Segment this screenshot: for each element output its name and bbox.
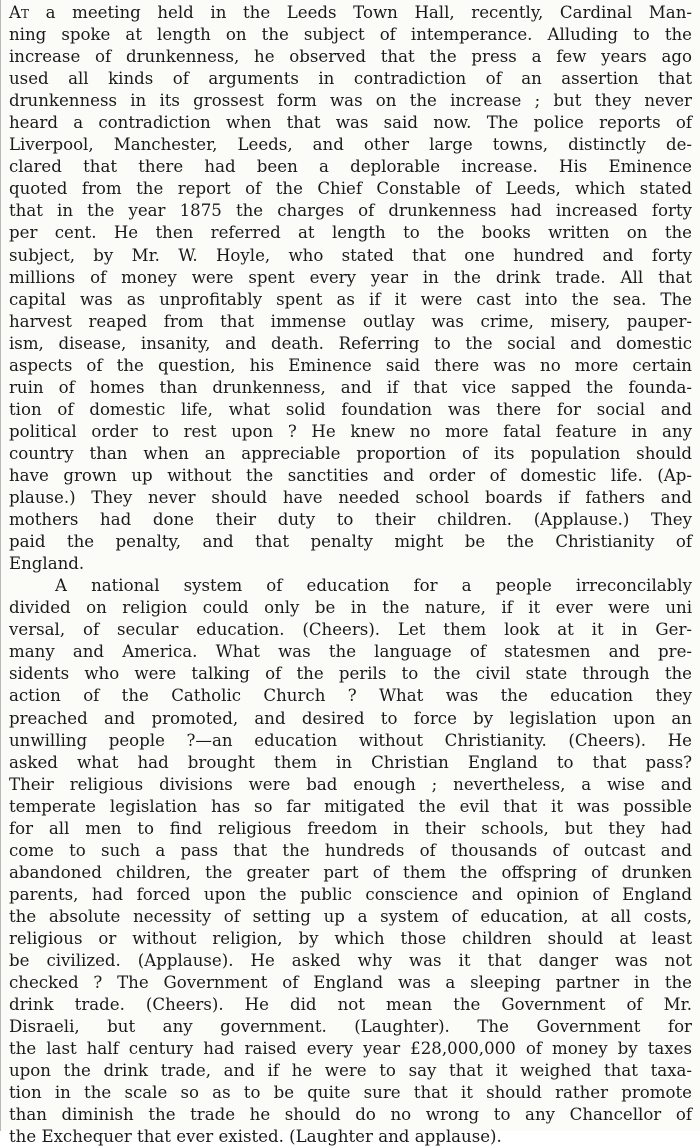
text-line: clared that there had been a deplorable increase. His Eminence	[9, 157, 692, 177]
text-line: tion of domestic life, what solid foundation was there for social and	[9, 399, 692, 419]
text-line: increase of drunkenness, he observed that the press a few years ago	[9, 47, 692, 67]
text-line: come to such a pass that the hundreds of thousands of outcast and	[9, 840, 692, 860]
text-line: used all kinds of arguments in contradiction of an assertion that	[9, 69, 692, 89]
text-line: parents, had forced upon the public conscience and opinion of England	[9, 884, 692, 904]
text-line: Their religious divisions were bad enough ; nevertheless, a wise and	[9, 774, 692, 794]
text-line: checked ? The Government of England was a sleeping partner in the	[9, 973, 692, 993]
text-line: have grown up without the sanctities and order of domestic life. (Ap-	[9, 465, 692, 485]
text-line: than diminish the trade he should do no wrong to any Chancellor of	[9, 1105, 692, 1125]
text-line: country than when an appreciable proportion of its population should	[9, 443, 692, 463]
text-line: ruin of homes than drunkenness, and if that vice sapped the founda-	[9, 377, 692, 397]
article-paragraph	[9, 2, 692, 575]
text-line: Liverpool, Manchester, Leeds, and other large towns, distinctly de-	[9, 135, 692, 155]
text-line: harvest reaped from that immense outlay was crime, misery, pauper-	[9, 311, 692, 331]
text-line: paid the penalty, and that penalty might be the Christianity of	[9, 532, 692, 552]
text-line: ning spoke at length on the subject of intemperance. Alluding to the	[9, 25, 692, 45]
text-line: per cent. He then referred at length to the books written on the	[9, 223, 692, 243]
text-line: unwilling people ?—an education without Christianity. (Cheers). He	[9, 730, 692, 750]
text-line: temperate legislation has so far mitigated the evil that it was possible	[9, 796, 692, 816]
text-line: divided on religion could only be in the nature, if it ever were uni	[9, 598, 692, 618]
article-paragraph	[9, 575, 692, 1148]
article-body	[9, 2, 692, 1148]
text-line: action of the Catholic Church ? What was the education they	[9, 686, 692, 706]
opening-word: At	[9, 3, 29, 22]
text-line: millions of money were spent every year in the drink trade. All that	[9, 267, 692, 287]
text-line: abandoned children, the greater part of them the offspring of drunken	[9, 862, 692, 882]
text-line: Disraeli, but any government. (Laughter). The Government for	[9, 1017, 692, 1037]
text-line: sidents who were talking of the perils to the civil state through the	[9, 664, 692, 684]
text-line: mothers had done their duty to their children. (Applause.) They	[9, 510, 692, 530]
text-line: ism, disease, insanity, and death. Referring to the social and domestic	[9, 333, 692, 353]
text-line: A national system of education for a people irreconcilably	[55, 576, 692, 596]
text-line: be civilized. (Applause). He asked why was it that danger was not	[9, 951, 692, 971]
text-line: that in the year 1875 the charges of drunkenness had increased forty	[9, 201, 692, 221]
text-line: England.	[9, 554, 85, 574]
text-line: for all men to find religious freedom in their schools, but they had	[9, 818, 692, 838]
text-line: heard a contradiction when that was said now. The police reports of	[9, 113, 692, 133]
text-line: aspects of the question, his Eminence said there was no more certain	[9, 355, 692, 375]
text-line: preached and promoted, and desired to force by legislation upon an	[9, 708, 692, 728]
text-line: asked what had brought them in Christian England to that pass?	[9, 752, 692, 772]
text-line: drink trade. (Cheers). He did not mean the Government of Mr.	[9, 995, 692, 1015]
text-line: religious or without religion, by which those children should at least	[9, 928, 692, 948]
text-line: drunkenness in its grossest form was on the increase ; but they never	[9, 91, 692, 111]
text-line: quoted from the report of the Chief Constable of Leeds, which stated	[9, 179, 692, 199]
text-line: many and America. What was the language of statesmen and pre-	[9, 642, 692, 662]
text-line: the Exchequer that ever existed. (Laughter and applause).	[9, 1127, 502, 1147]
text-line: At a meeting held in the Leeds Town Hall, recently, Cardinal Man-	[9, 3, 692, 22]
text-line: the absolute necessity of setting up a system of education, at all costs,	[9, 906, 692, 926]
text-line: political order to rest upon ? He knew no more fatal feature in any	[9, 421, 692, 441]
text-line: capital was as unprofitably spent as if it were cast into the sea. The	[9, 289, 692, 309]
text-line: plause.) They never should have needed school boards if fathers and	[9, 488, 692, 508]
text-line: versal, of secular education. (Cheers). Let them look at it in Ger-	[9, 620, 692, 640]
text-line: upon the drink trade, and if he were to say that it weighed that taxa-	[9, 1061, 692, 1081]
text-line: subject, by Mr. W. Hoyle, who stated that one hundred and forty	[9, 245, 692, 265]
text-line: tion in the scale so as to be quite sure that it should rather promote	[9, 1083, 692, 1103]
text-line: the last half century had raised every year £28,000,000 of money by taxes	[9, 1039, 692, 1059]
